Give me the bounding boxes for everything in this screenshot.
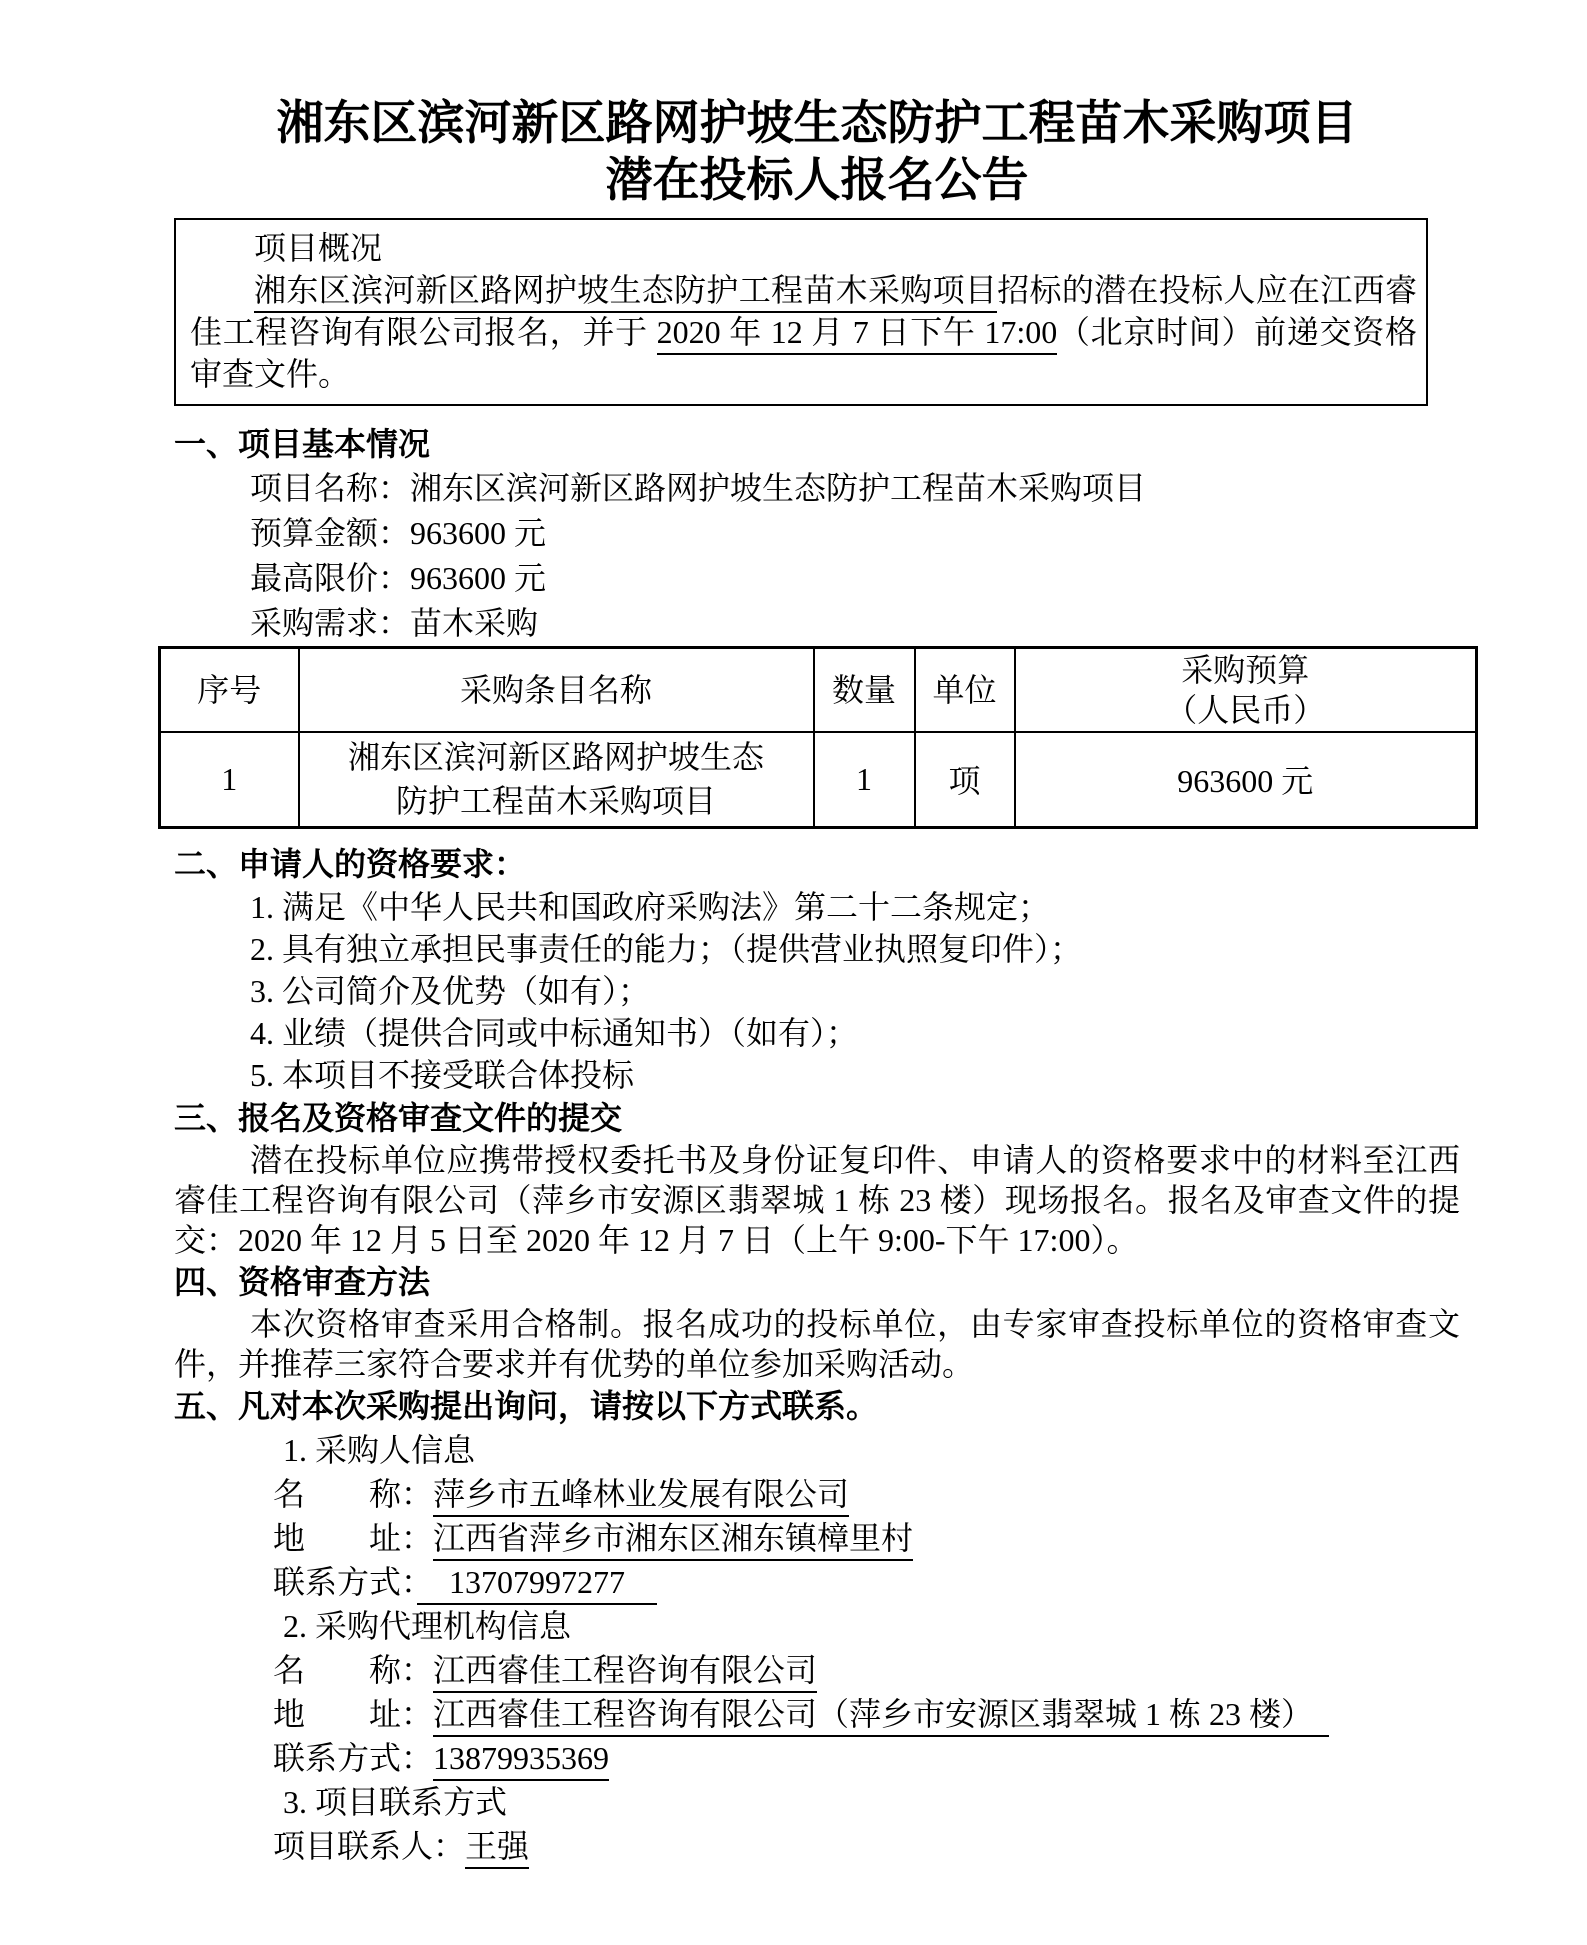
project-contact-line [273,1824,1460,1868]
col-header-budget [1015,648,1477,732]
qualification-item-1: 1. 满足《中华人民共和国政府采购法》第二十二条规定； [250,889,1051,925]
buyer-phone-label: 联系方式： [273,1564,418,1600]
agency-address-line [273,1692,1460,1736]
section2-heading: 二、申请人的资格要求： [174,846,527,882]
col-header-budget-line1: 采购预算 [1181,651,1310,688]
overview-project-name-underlined: 湘东区滨河新区路网护坡生态防护工程苗木采购项目 [254,272,997,313]
max-price-line: 最高限价：963600 元 [250,560,547,596]
project-contact-title: 3. 项目联系方式 [283,1784,508,1820]
section1-heading: 一、项目基本情况 [174,426,431,462]
project-contact-label: 项目联系人： [273,1828,466,1864]
buyer-name-line [273,1472,1460,1516]
cell-item-name-text: 湘东区滨河新区路网护坡生态防护工程苗木采购项目 [347,739,764,820]
document-title-line1: 湘东区滨河新区路网护坡生态防护工程苗木采购项目 [276,98,1358,150]
agency-name-label: 名 称： [273,1652,434,1688]
agency-phone-line [273,1736,1460,1780]
buyer-info-title: 1. 采购人信息 [283,1432,476,1468]
cell-unit: 项 [915,732,1015,828]
table-row [160,732,1477,828]
project-name-line: 项目名称：湘东区滨河新区路网护坡生态防护工程苗木采购项目 [250,470,1147,506]
buyer-address-line [273,1516,1460,1560]
qualification-item-3: 3. 公司简介及优势（如有）； [250,973,651,1009]
document-title [174,96,1460,210]
agency-address-value: 江西睿佳工程咨询有限公司（萍乡市安源区翡翠城 1 栋 23 楼） [433,1696,1329,1737]
table-header-row [160,648,1477,732]
buyer-name-label: 名 称： [273,1476,434,1512]
project-contact-name: 王强 [465,1828,529,1869]
cell-seq: 1 [160,732,299,828]
cell-item-name [299,732,814,828]
buyer-phone-line [273,1560,1460,1604]
buyer-phone-value: 13707997277 [417,1564,657,1605]
col-header-qty: 数量 [814,648,915,732]
section3-paragraph: 潜在投标单位应携带授权委托书及身份证复印件、申请人的资格要求中的材料至江西睿佳工程咨询有限公司（萍乡市安源区翡翠城 1 栋 23 楼）现场报名。报名及审查文件的提交：2020 年 12 月 5 日至 2020 年 12 月 7 日（上午 9:00-下午 17:00）。 [174,1142,1460,1258]
agency-phone-value: 13879935369 [433,1740,609,1781]
buyer-name-value: 萍乡市五峰林业发展有限公司 [433,1476,849,1517]
cell-qty: 1 [814,732,915,828]
agency-phone-label: 联系方式： [273,1740,434,1776]
overview-tail-text: （北京时间）前递交资格审查文件。 [190,314,1417,392]
section3-heading: 三、报名及资格审查文件的提交 [174,1100,623,1136]
col-header-item-name: 采购条目名称 [299,648,814,732]
agency-name-line [273,1648,1460,1692]
contact-section [174,1428,1460,1868]
agency-address-label: 地 址： [273,1696,434,1732]
procurement-items-table [158,646,1478,829]
qualification-item-4: 4. 业绩（提供合同或中标通知书）（如有）； [250,1015,859,1051]
col-header-unit: 单位 [915,648,1015,732]
qualification-item-5: 5. 本项目不接受联合体投标 [250,1057,635,1093]
section5-heading: 五、凡对本次采购提出询问，请按以下方式联系。 [174,1388,879,1424]
document-title-line2: 潜在投标人报名公告 [605,155,1029,207]
cell-budget: 963600 元 [1015,732,1477,828]
overview-label: 项目概况 [254,230,383,266]
overview-deadline-underlined: 2020 年 12 月 7 日下午 17:00 [657,314,1058,355]
col-header-budget-line2: （人民币） [1165,691,1326,728]
buyer-address-label: 地 址： [273,1520,434,1556]
agency-name-value: 江西睿佳工程咨询有限公司 [433,1652,817,1693]
project-overview-box [174,218,1428,406]
section4-heading: 四、资格审查方法 [174,1264,431,1300]
budget-amount-line: 预算金额：963600 元 [250,515,547,551]
qualification-item-2: 2. 具有独立承担民事责任的能力；（提供营业执照复印件）； [250,931,1083,967]
col-header-seq: 序号 [160,648,299,732]
section4-paragraph: 本次资格审查采用合格制。报名成功的投标单位，由专家审查投标单位的资格审查文件，并推荐三家符合要求并有优势的单位参加采购活动。 [174,1306,1460,1382]
overview-paragraph [190,269,1417,395]
overview-mid-text: 招标的潜在投标人应在江西睿佳工程咨询有限公司报名，并于 [190,272,1417,350]
agency-info-title: 2. 采购代理机构信息 [283,1608,572,1644]
procurement-demand-line: 采购需求：苗木采购 [250,605,539,641]
buyer-address-value: 江西省萍乡市湘东区湘东镇樟里村 [433,1520,913,1561]
